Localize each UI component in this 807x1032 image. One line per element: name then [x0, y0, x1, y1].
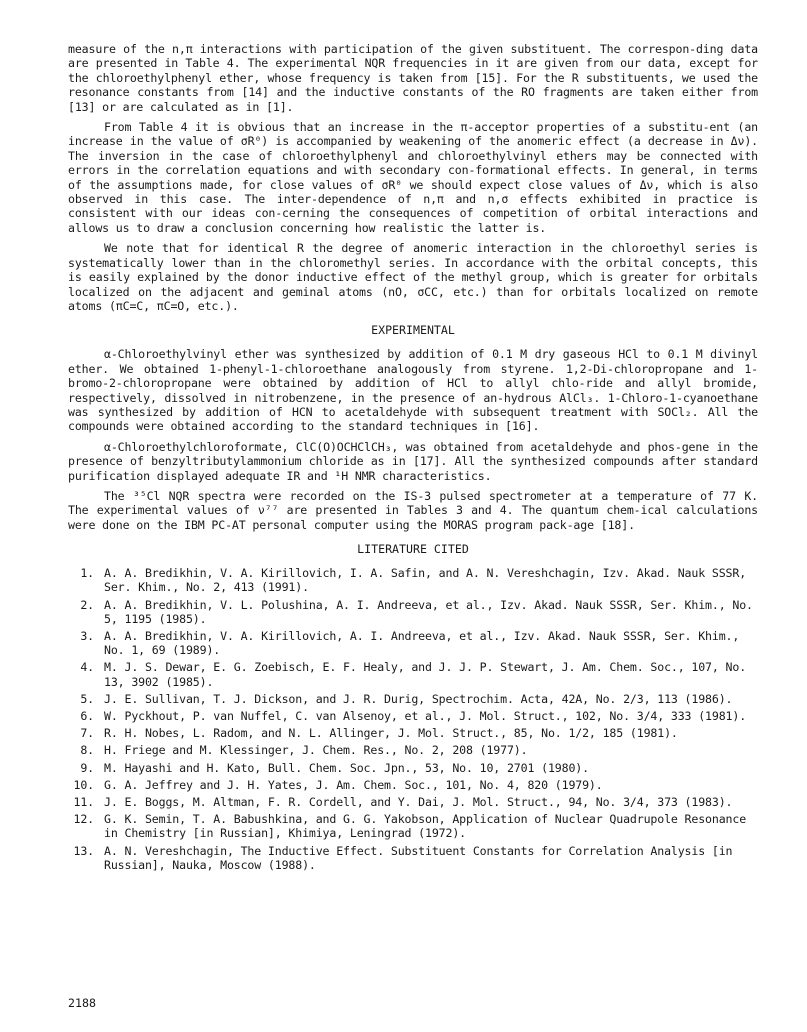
reference-text: G. A. Jeffrey and J. H. Yates, J. Am. Chem. Soc., 101, No. 4, 820 (1979).: [104, 777, 603, 792]
reference-number: 10.: [73, 777, 94, 792]
reference-item: [68, 844, 758, 872]
paragraph-table4-discussion: From Table 4 it is obvious that an increase in the π-acceptor properties of a substitu-ent (an increase in the value of σR⁰) is accompanied by weakening of the anomeric effect (a decrease in Δν). The inversion in the case of chloroethylphenyl and chloroethylvinyl ethers may be connected with errors in the correlation equations and with secondary con-formational effects. In general, in terms of the assumptions made, for close values of σR⁰ we should expect close values of Δν, which is also observed in this case. The inter-dependence of n,π and n,σ effects exhibited in practice is consistent with our ideas con-cerning the consequences of competition of orbital interactions and allows us to draw a conclusion concerning how realistic the latter is.: [68, 120, 758, 235]
reference-number: 13.: [73, 843, 94, 858]
reference-item: [68, 660, 758, 688]
experimental-heading: EXPERIMENTAL: [371, 323, 455, 338]
reference-item: [68, 743, 758, 757]
reference-item: [68, 709, 758, 723]
paragraph-nqr-data: measure of the n,π interactions with participation of the given substituent. The correspon-ding data are presented in Table 4. The experimental NQR frequencies in it are given from our data, except for the chloroethylphenyl ether, whose frequency is taken from [15]. For the R substituents, we used the resonance constants from [14] and the inductive constants of the RO fragments are taken either from [13] or are calculated as in [1].: [68, 42, 758, 114]
reference-number: 6.: [80, 709, 94, 724]
reference-number: 2.: [80, 597, 94, 612]
reference-number: 5.: [80, 691, 94, 706]
reference-text: H. Friege and M. Klessinger, J. Chem. Res., No. 2, 208 (1977).: [104, 743, 528, 758]
reference-item: [68, 812, 758, 840]
reference-text: A. N. Vereshchagin, The Inductive Effect. Substituent Constants for Correlation Analysis [in Russian], Nauka, Moscow (1988).: [104, 843, 733, 872]
reference-item: [68, 795, 758, 809]
reference-text: R. H. Nobes, L. Radom, and N. L. Allinger, J. Mol. Struct., 85, No. 1/2, 185 (1981).: [104, 726, 678, 741]
reference-number: 11.: [73, 795, 94, 810]
paragraph-chloroformate: α-Chloroethylchloroformate, ClC(O)OCHClCH₃, was obtained from acetaldehyde and phos-gene in the presence of benzyltributylammonium chloride as in [17]. All the synthesized compounds after standard purification displayed adequate IR and ¹H NMR characteristics.: [68, 439, 758, 483]
paragraph-chloroethyl-series: We note that for identical R the degree of anomeric interaction in the chloroethyl series is systematically lower than in the chloromethyl series. In accordance with the orbital concepts, this is easily explained by the donor inductive effect of the methyl group, which is greater for orbitals localized on the adjacent and geminal atoms (nO, σCC, etc.) than for orbitals localized on remote atoms (πC=C, πC=O, etc.).: [68, 241, 758, 313]
reference-text: J. E. Boggs, M. Altman, F. R. Cordell, and Y. Dai, J. Mol. Struct., 94, No. 3/4, 373 (1983).: [104, 795, 733, 810]
reference-item: [68, 726, 758, 740]
reference-text: M. Hayashi and H. Kato, Bull. Chem. Soc. Jpn., 53, No. 10, 2701 (1980).: [104, 760, 589, 775]
reference-list: [68, 566, 758, 872]
reference-item: [68, 598, 758, 626]
reference-text: J. E. Sullivan, T. J. Dickson, and J. R. Durig, Spectrochim. Acta, 42A, No. 2/3, 113 (1986).: [104, 691, 733, 706]
literature-cited-heading: LITERATURE CITED: [357, 542, 469, 557]
reference-number: 3.: [80, 629, 94, 643]
document-page: [68, 42, 758, 875]
reference-text: G. K. Semin, T. A. Babushkina, and G. G. Yakobson, Application of Nuclear Quadrupole Resonance in Chemistry [in Russian], Khimiya, Leningrad (1972).: [104, 812, 747, 841]
paragraph-synthesis: α-Chloroethylvinyl ether was synthesized by addition of 0.1 M dry gaseous HCl to 0.1 M divinyl ether. We obtained 1-phenyl-1-chloroethane analogously from styrene. 1,2-Di-chloropropane and 1-bromo-2-chloropropane were obtained by addition of HCl to allyl chlo-ride and allyl bromide, respectively, dissolved in nitrobenzene, in the presence of an-hydrous AlCl₃. 1-Chloro-1-cyanoethane was synthesized by addition of HCN to acetaldehyde with subsequent treatment with SOCl₂. All the compounds were obtained according to the standard techniques in [16].: [68, 347, 758, 434]
reference-item: [68, 629, 758, 657]
reference-number: 4.: [80, 660, 94, 675]
paragraph-nqr-spectra: The ³⁵Cl NQR spectra were recorded on the IS-3 pulsed spectrometer at a temperature of 77 K. The experimental values of ν⁷⁷ are presented in Tables 3 and 4. The quantum chem-ical calculations were done on the IBM PC-AT personal computer using the MORAS program pack-age [18].: [68, 488, 758, 532]
reference-text: W. Pyckhout, P. van Nuffel, C. van Alsenoy, et al., J. Mol. Struct., 102, No. 3/4, 333 (1981).: [104, 709, 747, 724]
reference-text: A. A. Bredikhin, V. L. Polushina, A. I. Andreeva, et al., Izv. Akad. Nauk SSSR, Ser. Khim., No. 5, 1195 (1985).: [104, 597, 753, 626]
reference-number: 9.: [80, 760, 94, 775]
reference-item: [68, 692, 758, 706]
reference-number: 8.: [80, 743, 94, 758]
reference-item: [68, 761, 758, 775]
reference-text: A. A. Bredikhin, V. A. Kirillovich, A. I. Andreeva, et al., Izv. Akad. Nauk SSSR, Ser. Khim., No. 1, 69 (1989).: [104, 629, 740, 658]
reference-number: 7.: [80, 726, 94, 741]
reference-item: [68, 566, 758, 594]
page-number: 2188: [68, 996, 96, 1010]
reference-item: [68, 778, 758, 792]
reference-text: M. J. S. Dewar, E. G. Zoebisch, E. F. Healy, and J. J. P. Stewart, J. Am. Chem. Soc., 107, No. 13, 3902 (1985).: [104, 660, 747, 689]
reference-number: 1.: [80, 566, 94, 581]
reference-number: 12.: [73, 812, 94, 827]
reference-text: A. A. Bredikhin, V. A. Kirillovich, I. A. Safin, and A. N. Vereshchagin, Izv. Akad. Nauk SSSR, Ser. Khim., No. 2, 413 (1991).: [104, 566, 747, 595]
